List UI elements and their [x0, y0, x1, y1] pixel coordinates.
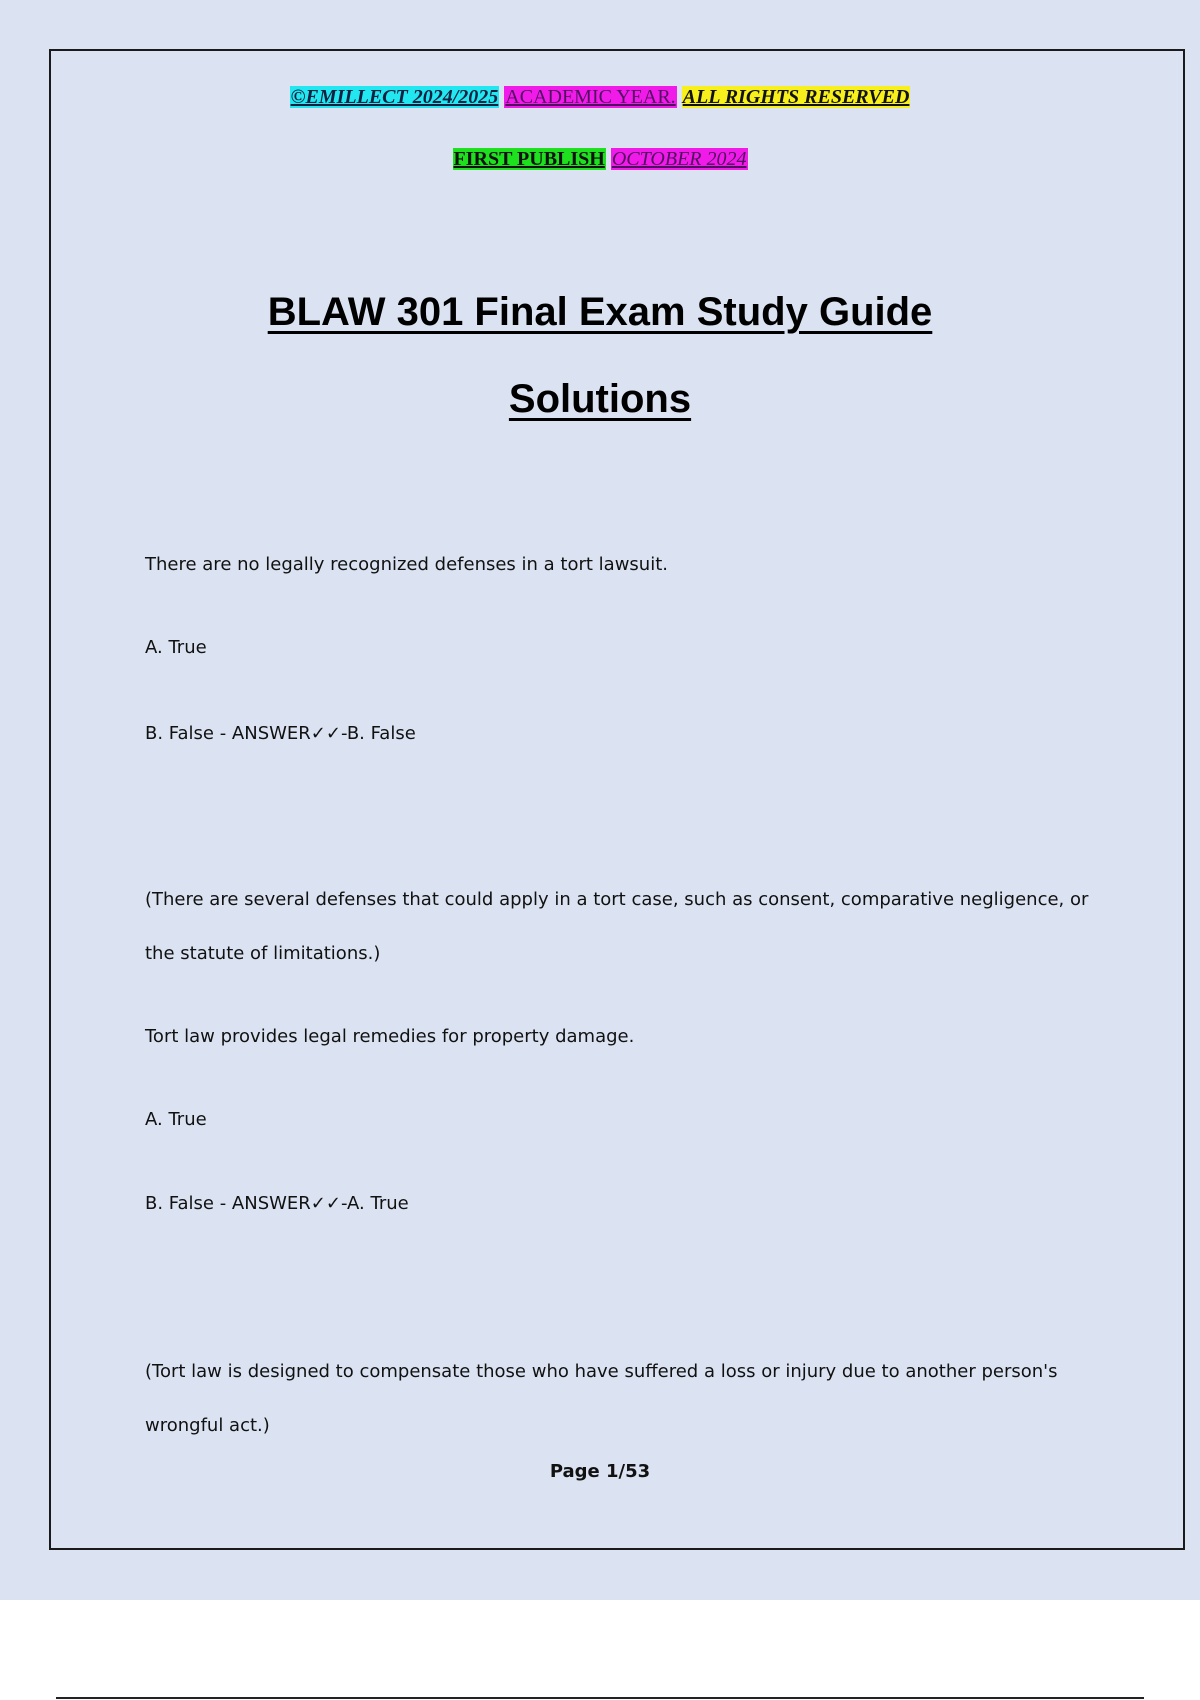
publish-banner — [0, 146, 1200, 172]
page-border — [49, 49, 1185, 1550]
question-1-explanation-line-1: (There are several defenses that could apply in a tort case, such as consent, comparative negligence, or — [145, 889, 1089, 910]
question-1-option-a: A. True — [145, 637, 207, 658]
rights-reserved-text: ALL RIGHTS RESERVED — [682, 86, 910, 108]
page-number: Page 1/53 — [549, 1461, 651, 1482]
copyright-banner — [0, 84, 1200, 110]
question-2-text: Tort law provides legal remedies for property damage. — [145, 1026, 635, 1047]
document-title-line-2: Solutions — [508, 377, 692, 421]
question-2-answer: B. False - ANSWER✓✓-A. True — [145, 1193, 409, 1214]
question-2-option-a: A. True — [145, 1109, 207, 1130]
copyright-text: ©EMILLECT 2024/2025 — [290, 86, 499, 108]
question-1-answer: B. False - ANSWER✓✓-B. False — [145, 723, 416, 744]
next-page-top-rule — [56, 1697, 1144, 1699]
question-1-explanation-line-2: the statute of limitations.) — [145, 943, 381, 964]
question-1-text: There are no legally recognized defenses in a tort lawsuit. — [145, 554, 668, 575]
document-title-line-1: BLAW 301 Final Exam Study Guide — [267, 290, 933, 334]
academic-year-text: ACADEMIC YEAR. — [505, 86, 676, 108]
first-publish-text: FIRST PUBLISH — [453, 148, 605, 170]
question-2-explanation-line-2: wrongful act.) — [145, 1415, 270, 1436]
question-2-explanation-line-1: (Tort law is designed to compensate those who have suffered a loss or injury due to another person's — [145, 1361, 1058, 1382]
publish-date-text: OCTOBER 2024 — [611, 148, 747, 170]
